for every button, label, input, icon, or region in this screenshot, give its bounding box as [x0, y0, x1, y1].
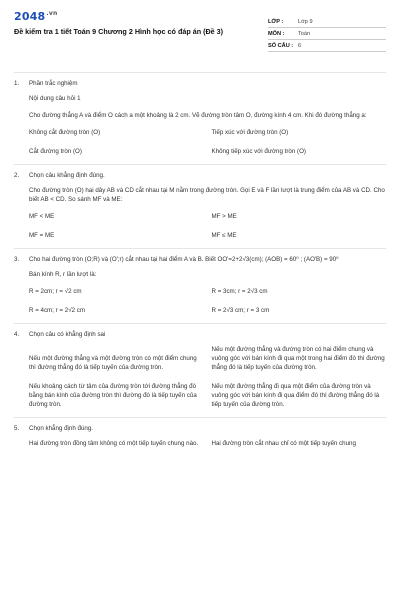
options: [29, 287, 386, 315]
question-body: [29, 270, 386, 315]
question-header: [14, 255, 386, 264]
brand-suffix: .vn: [46, 10, 58, 18]
option-b[interactable]: Hai đường tròn cắt nhau chỉ có một tiếp tuyến chung: [211, 440, 356, 447]
question-5: [14, 418, 386, 456]
option-b[interactable]: R = 3cm; r = 2√3 cm: [211, 288, 268, 295]
question-1: [14, 73, 386, 165]
meta-row-class: [268, 16, 386, 28]
question-header: [14, 424, 386, 433]
options: [29, 439, 386, 448]
option-b[interactable]: MF > ME: [211, 213, 237, 220]
meta-row-subject: [268, 28, 386, 40]
meta-key: MÔN :: [268, 30, 285, 37]
page-title: Đề kiểm tra 1 tiết Toán 9 Chương 2 Hình học có đáp án (Đề 3): [14, 27, 224, 36]
meta-value: Toán: [298, 30, 311, 37]
option-d[interactable]: R = 2√3 cm; r = 3 cm: [211, 307, 270, 314]
brand-logo[interactable]: [14, 10, 246, 23]
question-header: [14, 79, 386, 88]
question-number: 1.: [14, 80, 20, 87]
question-number: 2.: [14, 172, 20, 179]
meta-key: LỚP :: [268, 18, 284, 25]
option-a[interactable]: MF < ME: [29, 213, 55, 220]
question-3: [14, 249, 386, 324]
options: [29, 345, 386, 409]
question-text: Phần trắc nghiệm: [29, 80, 78, 87]
question-stem: Cho đường tròn (O) hai dây AB và CD cắt nhau tại M nằm trong đường tròn. Gọi E và F lần lượt là trung điểm của AB và CD. Cho biết AB < CD. So sánh MF và ME:: [29, 187, 385, 203]
option-c[interactable]: Cắt đường tròn (O): [29, 148, 82, 155]
question-2: [14, 165, 386, 249]
option-a[interactable]: Nếu một đường thẳng và một đường tròn có một điểm chung thì đường thẳng đó là tiếp tuyến của đường tròn.: [29, 355, 197, 371]
options: [29, 128, 386, 156]
option-d[interactable]: MF ≤ ME: [211, 232, 237, 239]
options: [29, 212, 386, 240]
question-stem: Cho đường thẳng A và điểm O cách a một khoảng là 2 cm. Vẽ đường tròn tâm O, đường kính 4 cm. Khi đó đường thẳng a:: [29, 112, 367, 119]
page: [14, 10, 386, 600]
option-c[interactable]: R = 4cm; r = 2√2 cm: [29, 307, 86, 314]
question-header: [14, 171, 386, 180]
meta-value: Lớp 9: [298, 18, 313, 25]
option-c[interactable]: Nếu khoảng cách từ tâm của đường tròn tới đường thẳng đó bằng bán kính của đường tròn thì đường đó là tiếp tuyến của đường tròn.: [29, 383, 197, 408]
header-left: [14, 10, 246, 72]
question-text: Chọn câu khẳng định đúng.: [29, 172, 105, 179]
question-body: [29, 94, 386, 156]
question-text: Chọn khẳng định đúng.: [29, 425, 93, 432]
question-stem: Bán kính R, r lần lượt là:: [29, 271, 97, 278]
meta-key: SỐ CÂU :: [268, 42, 294, 49]
option-a[interactable]: R = 2cm; r = √2 cm: [29, 288, 82, 295]
meta-row-count: [268, 40, 386, 52]
question-text: Cho hai đường tròn (O;R) và (O';r) cắt nhau tại hai điểm A và B. Biết OO'=2+2√3(cm); (AOB) = 60⁰ ; (AO'B) = 90⁰: [29, 256, 339, 263]
option-a[interactable]: Hai đường tròn đồng tâm không có một tiếp tuyến chung nào.: [29, 440, 199, 447]
question-body: [29, 186, 386, 240]
option-b[interactable]: Tiếp xúc với đường tròn (O): [211, 129, 289, 136]
option-d[interactable]: Nếu một đường thẳng đi qua một điểm của đường tròn và vuông góc với bán kính đi qua điểm đó thì đường thẳng đó là tiếp tuyến của đường tròn.: [211, 383, 380, 408]
question-body: [29, 345, 386, 409]
question-body: [29, 439, 386, 448]
question-number: 4.: [14, 331, 20, 338]
brand-name: 2048: [14, 10, 46, 23]
question-4: [14, 324, 386, 418]
option-b[interactable]: Nếu một đường thẳng và đường tròn có hai điểm chung và vuông góc với bán kính đi qua một trong hai điểm đó thì đường thẳng đó là tiếp tuyến của đường tròn.: [211, 346, 385, 371]
option-a[interactable]: Không cắt đường tròn (O): [29, 129, 101, 136]
question-header: [14, 330, 386, 339]
option-d[interactable]: Không tiếp xúc với đường tròn (O): [211, 148, 306, 155]
meta-table: [268, 16, 386, 72]
meta-value: 6: [298, 42, 302, 49]
option-c[interactable]: MF = ME: [29, 232, 55, 239]
question-number: 3.: [14, 256, 20, 263]
content-label: Nội dung câu hỏi 1: [29, 95, 81, 102]
question-text: Chọn câu có khẳng định sai: [29, 331, 106, 338]
question-number: 5.: [14, 425, 20, 432]
header: [14, 10, 386, 72]
